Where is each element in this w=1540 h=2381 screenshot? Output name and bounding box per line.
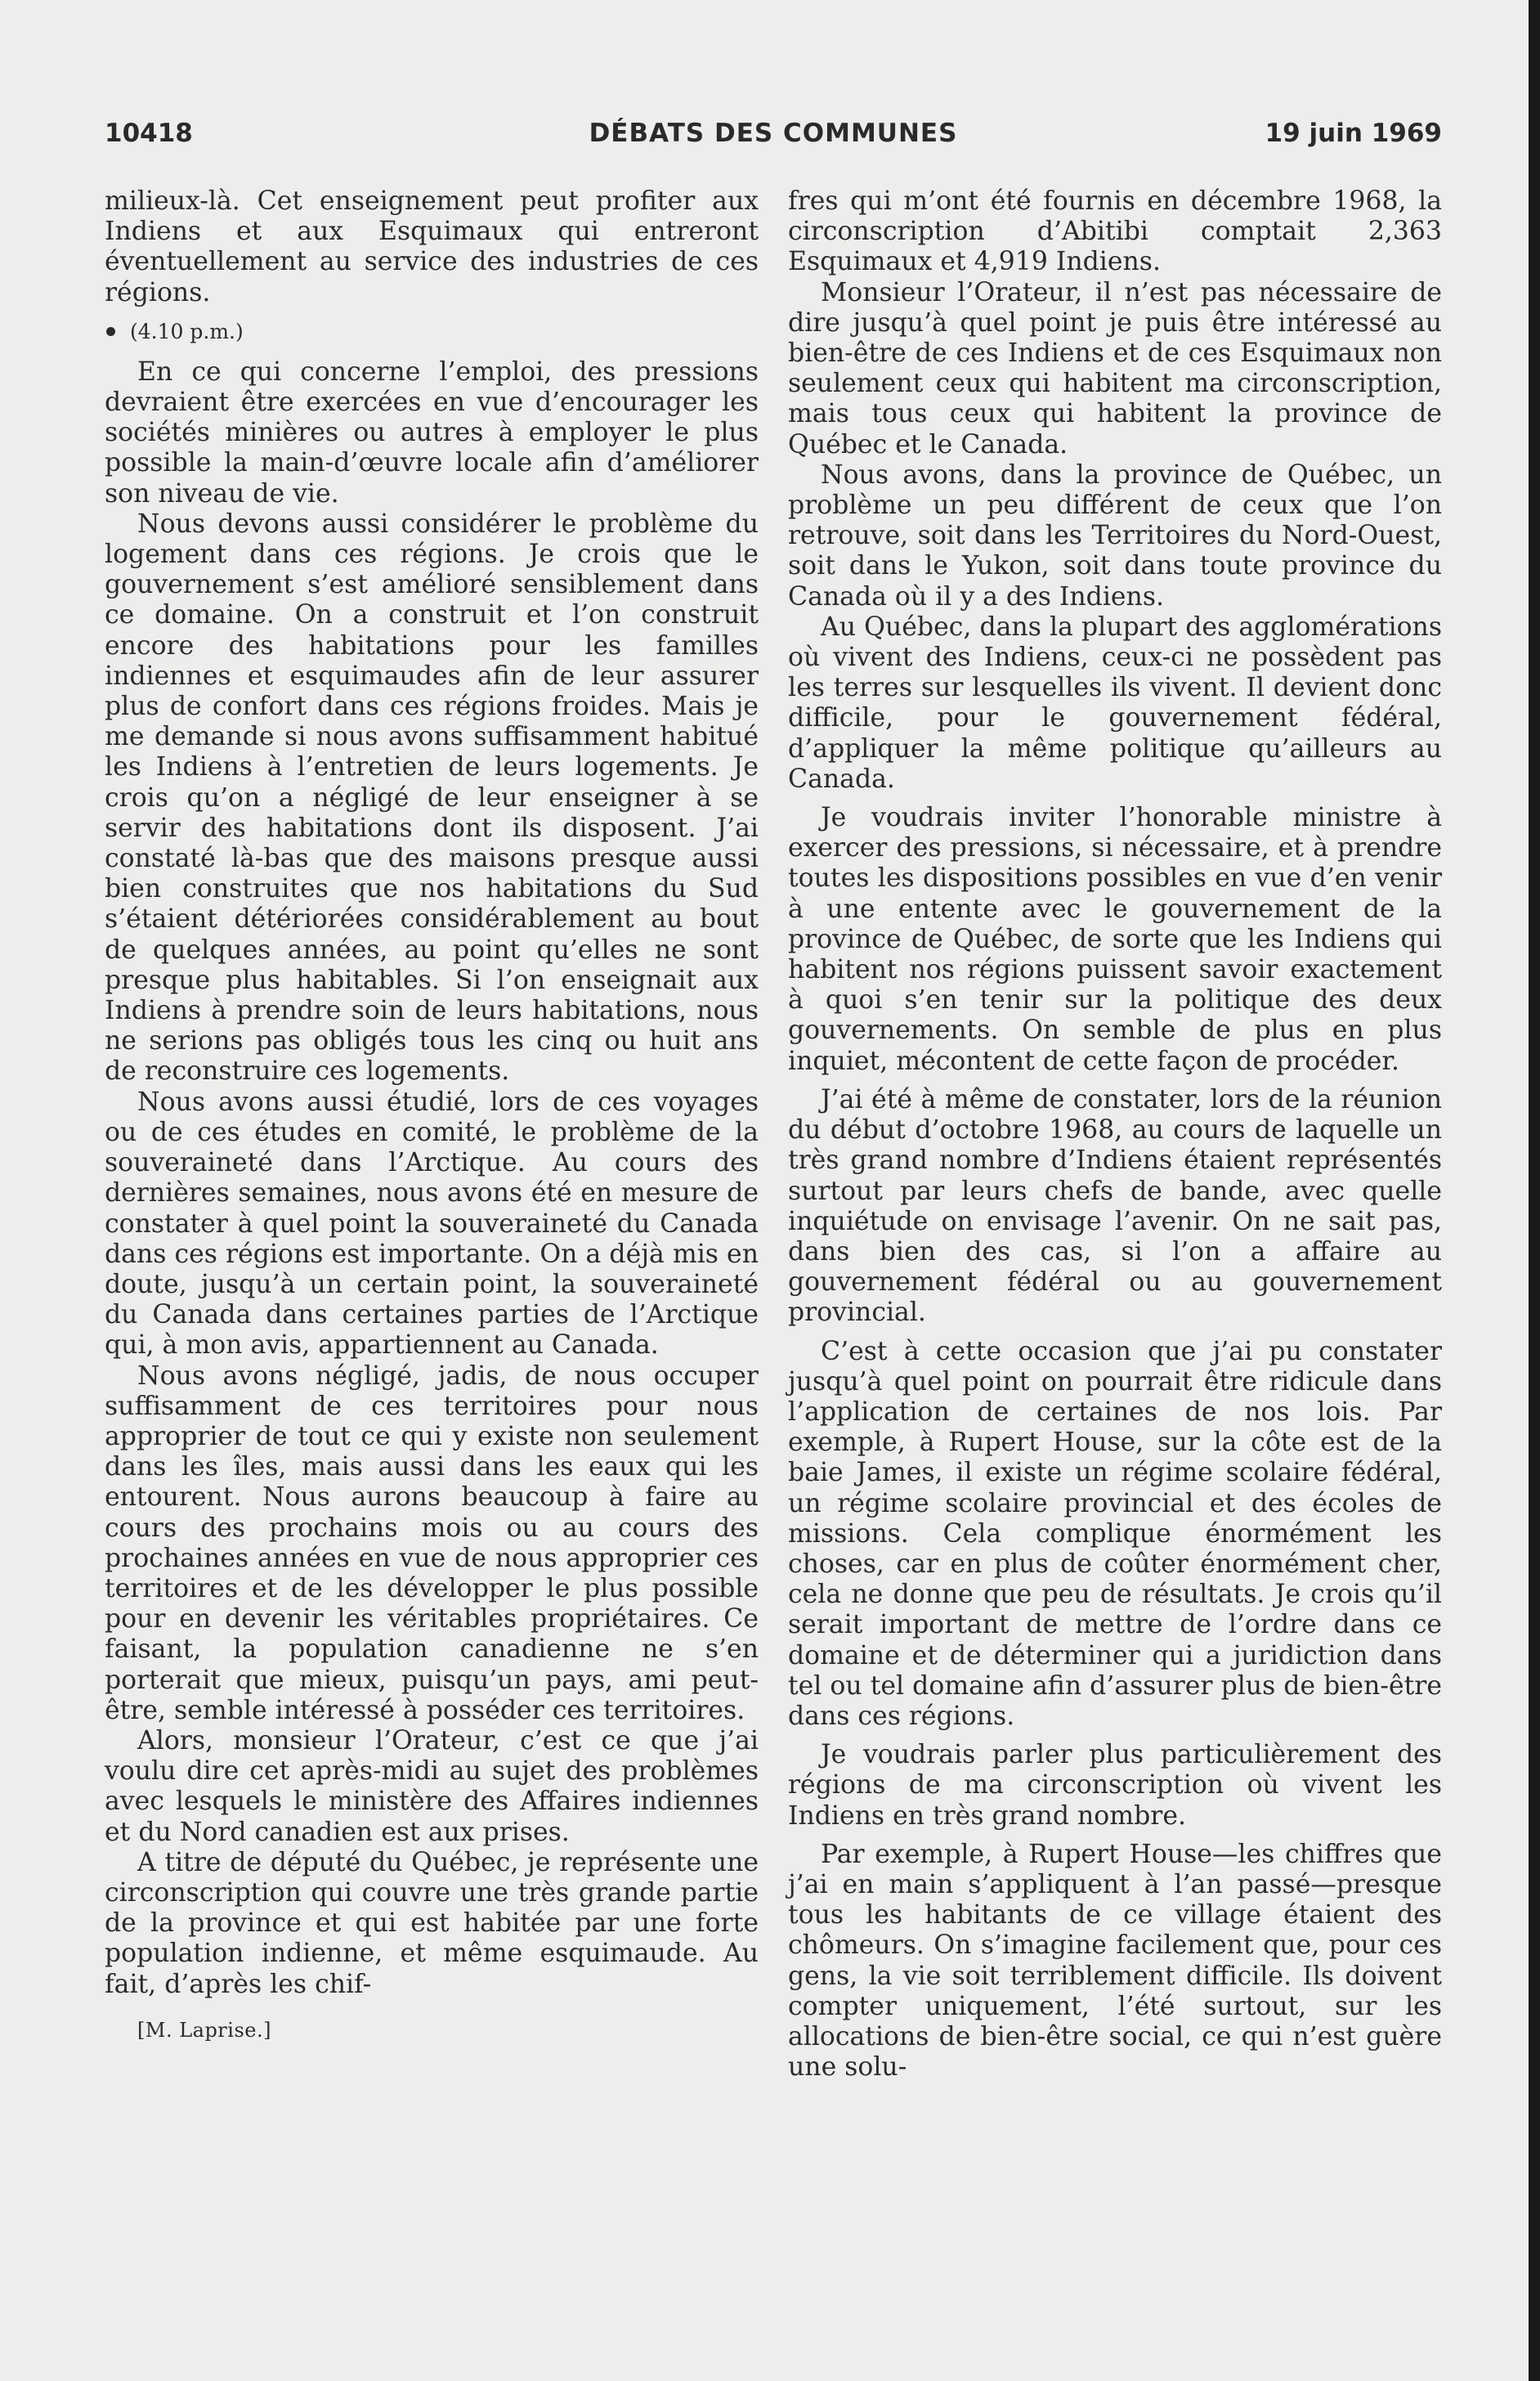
paragraph: Nous avons aussi étudié, lors de ces voyages ou de ces études en comité, le problème de la souveraineté dans l’Arctique. Au cours des dernières semaines, nous avons été en mesure de constater à quel point la souveraineté du Canada dans ces régions est importante. On a déjà mis en doute, jusqu’à un certain point, la souveraineté du Canada dans certaines parties de l’Arctique qui, à mon avis, appartiennent au Canada. [105,1087,759,1361]
paragraph: Nous avons, dans la province de Québec, un problème un peu différent de ceux que l’on retrouve, soit dans les Territoires du Nord-Ouest, soit dans le Yukon, soit dans toute province du Canada où il y a des Indiens. [788,460,1442,612]
paragraph: Monsieur l’Orateur, il n’est pas nécessaire de dire jusqu’à quel point je puis être intéressé au bien-être de ces Indiens et de ces Esquimaux non seulement ceux qui habitent ma circonscription, mais tous ceux qui habitent la province de Québec et le Canada. [788,277,1442,460]
paragraph: milieux-là. Cet enseignement peut profiter aux Indiens et aux Esquimaux qui entreront éventuellement au service des industries de ces régions. [105,186,759,307]
left-column [105,186,759,2042]
paragraph: Au Québec, dans la plupart des agglomérations où vivent des Indiens, ceux-ci ne possèdent pas les terres sur lesquelles ils vivent. Il devient donc difficile, pour le gouvernement fédéral, d’appliquer la même politique qu’ailleurs au Canada. [788,612,1442,794]
scan-border [1529,0,1540,2381]
paragraph: Nous avons négligé, jadis, de nous occuper suffisamment de ces territoires pour nous approprier de tout ce qui y existe non seulement dans les îles, mais aussi dans les eaux qui les entourent. Nous aurons beaucoup à faire au cours des prochains mois ou au cours des prochaines années en vue de nous approprier ces territoires et de les développer le plus possible pour en devenir les véritables propriétaires. Ce faisant, la population canadienne ne s’en porterait que mieux, puisqu’un pays, ami peut-être, semble intéressé à posséder ces territoires. [105,1361,759,1725]
page-header [105,119,1442,159]
paragraph: C’est à cette occasion que j’ai pu constater jusqu’à quel point on pourrait être ridicule dans l’application de certaines de nos lois. Par exemple, à Rupert House, sur la côte est de la baie James, il existe un régime scolaire fédéral, un régime scolaire provincial et des écoles de missions. Cela complique énormément les choses, car en plus de coûter énormément cher, cela ne donne que peu de résultats. Je crois qu’il serait important de mettre de l’ordre dans ce domaine et de déterminer qui a juridiction dans tel ou tel domaine afin d’assurer plus de bien-être dans ces régions. [788,1336,1442,1731]
paragraph: Nous devons aussi considérer le problème du logement dans ces régions. Je crois que le gouvernement s’est amélioré sensiblement dans ce domaine. On a construit et l’on construit encore des habitations pour les familles indiennes et esquimaudes afin de leur assurer plus de confort dans ces régions froides. Mais je me demande si nous avons suffisamment habitué les Indiens à l’entretien de leurs logements. Je crois qu’on a négligé de leur enseigner à se servir des habitations dont ils disposent. J’ai constaté là-bas que des maisons presque aussi bien construites que nos habitations du Sud s’étaient détériorées considérablement au bout de quelques années, au point qu’elles ne sont presque plus habitables. Si l’on enseignait aux Indiens à prendre soin de leurs habitations, nous ne serions pas obligés tous les cinq ou huit ans de reconstruire ces logements. [105,509,759,1087]
time-marker [105,318,759,346]
paragraph: fres qui m’ont été fournis en décembre 1968, la circonscription d’Abitibi comptait 2,363 Esquimaux et 4,919 Indiens. [788,186,1442,277]
right-column [788,186,1442,2083]
time-marker-text: (4.10 p.m.) [130,319,244,343]
publication-title: DÉBATS DES COMMUNES [589,119,958,148]
paragraph: Je voudrais inviter l’honorable ministre à exercer des pressions, si nécessaire, et à prendre toutes les dispositions possibles en vue d’en venir à une entente avec le gouvernement de la province de Québec, de sorte que les Indiens qui habitent nos régions puissent savoir exactement à quoi s’en tenir sur la politique des deux gouvernements. On semble de plus en plus inquiet, mécontent de cette façon de procéder. [788,803,1442,1076]
paragraph: En ce qui concerne l’emploi, des pressions devraient être exercées en vue d’encourager les sociétés minières ou autres à employer le plus possible la main-d’œuvre locale afin d’améliorer son niveau de vie. [105,356,759,509]
paragraph: Je voudrais parler plus particulièrement des régions de ma circonscription où vivent les Indiens en très grand nombre. [788,1740,1442,1831]
bullet-icon [106,327,115,336]
paragraph: J’ai été à même de constater, lors de la réunion du début d’octobre 1968, au cours de laquelle un très grand nombre d’Indiens étaient représentés surtout par leurs chefs de bande, avec quelle inquiétude on envisage l’avenir. On ne sait pas, dans bien des cas, si l’on a affaire au gouvernement fédéral ou au gouvernement provincial. [788,1084,1442,1328]
paragraph: Par exemple, à Rupert House—les chiffres que j’ai en main s’appliquent à l’an passé—presque tous les habitants de ce village étaient des chômeurs. On s’imagine facilement que, pour ces gens, la vie soit terriblement difficile. Ils doivent compter uniquement, l’été surtout, sur les allocations de bien-être social, ce qui n’est guère une solu- [788,1839,1442,2083]
paragraph: Alors, monsieur l’Orateur, c’est ce que j’ai voulu dire cet après-midi au sujet des problèmes avec lesquels le ministère des Affaires indiennes et du Nord canadien est aux prises. [105,1725,759,1847]
publication-date: 19 juin 1969 [1265,119,1442,148]
speaker-attribution: [M. Laprise.] [137,2018,271,2042]
page-number: 10418 [105,119,193,148]
paragraph: A titre de député du Québec, je représente une circonscription qui couvre une très grande partie de la province et qui est habitée par une forte population indienne, et même esquimaude. Au fait, d’après les chif- [105,1847,759,1999]
